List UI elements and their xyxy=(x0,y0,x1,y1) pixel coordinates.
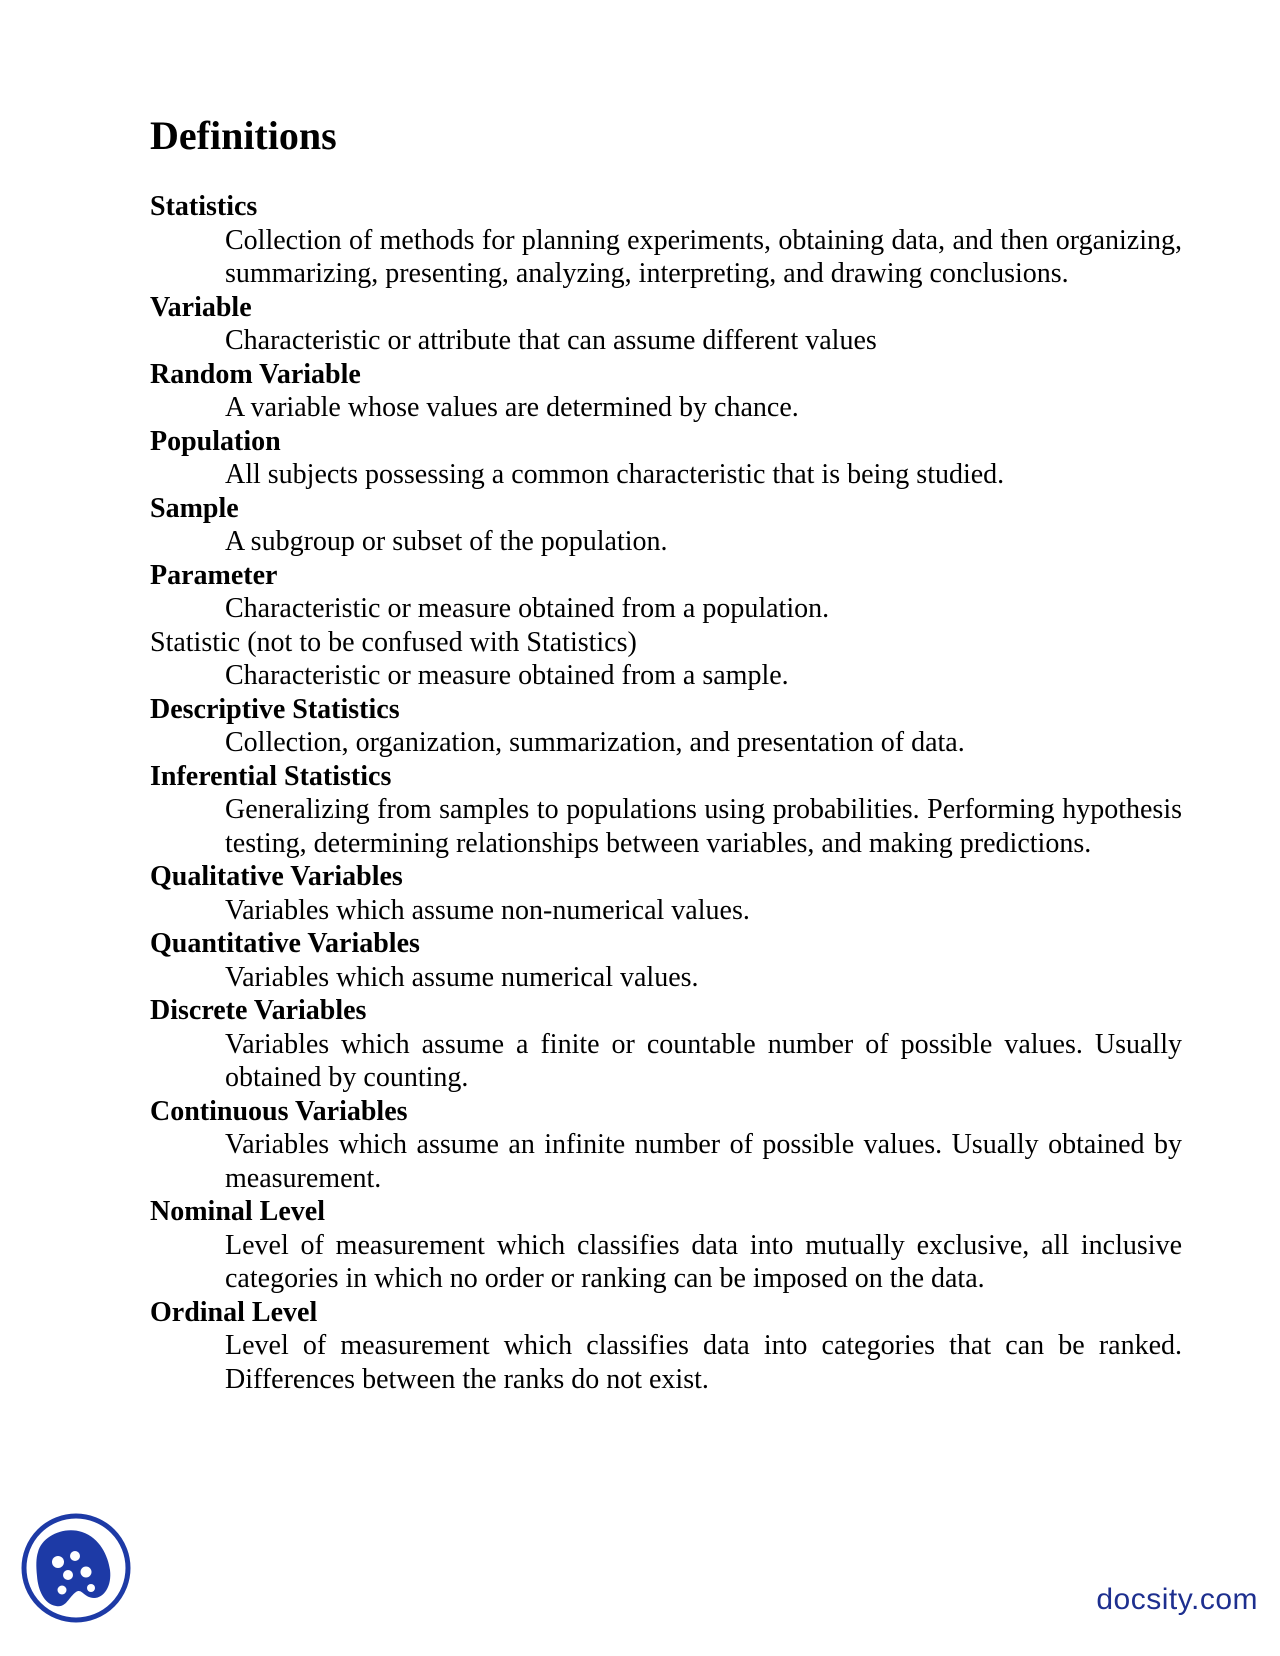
definition-entry-nominal-level xyxy=(150,1195,1182,1296)
definition-entry-quantitative-variables xyxy=(150,927,1182,994)
definition-entry-population xyxy=(150,425,1182,492)
docsity-logo-icon xyxy=(20,1512,132,1624)
term-statistic: Statistic (not to be confused with Statistics) xyxy=(150,626,637,658)
definition-entry-continuous-variables xyxy=(150,1095,1182,1196)
definition-variable: Characteristic or attribute that can assume different values xyxy=(225,325,877,356)
definition-random-variable: A variable whose values are determined by chance. xyxy=(225,392,799,423)
definition-entry-parameter xyxy=(150,559,1182,626)
docsity-logo-svg xyxy=(20,1512,132,1624)
docsity-brand-link[interactable]: docsity.com xyxy=(1096,1583,1258,1616)
definition-continuous-variables: Variables which assume an infinite number of possible values. Usually obtained by measurement. xyxy=(225,1129,1182,1194)
definition-sample: A subgroup or subset of the population. xyxy=(225,526,668,557)
definition-inferential-statistics: Generalizing from samples to populations using probabilities. Performing hypothesis testing, determining relationships between variables, and making predictions. xyxy=(225,794,1182,859)
definition-entry-statistic xyxy=(150,626,1182,693)
definition-parameter: Characteristic or measure obtained from a population. xyxy=(225,593,830,624)
definition-entry-variable xyxy=(150,291,1182,358)
term-continuous-variables: Continuous Variables xyxy=(150,1095,408,1127)
definition-descriptive-statistics: Collection, organization, summarization, and presentation of data. xyxy=(225,727,965,758)
definition-qualitative-variables: Variables which assume non-numerical values. xyxy=(225,894,750,926)
term-ordinal-level: Ordinal Level xyxy=(150,1296,318,1328)
definition-entry-qualitative-variables xyxy=(150,860,1182,927)
definition-nominal-level: Level of measurement which classifies data into mutually exclusive, all inclusive categories in which no order or ranking can be imposed on the data. xyxy=(225,1229,1182,1294)
term-random-variable: Random Variable xyxy=(150,358,361,390)
definition-entry-inferential-statistics xyxy=(150,760,1182,861)
page-title: Definitions xyxy=(150,113,337,158)
document-page xyxy=(150,112,1182,1396)
term-statistics: Statistics xyxy=(150,191,258,222)
term-quantitative-variables: Quantitative Variables xyxy=(150,928,420,959)
definition-population: All subjects possessing a common characteristic that is being studied. xyxy=(225,459,1005,490)
term-population: Population xyxy=(150,425,281,457)
definition-entry-descriptive-statistics xyxy=(150,693,1182,760)
definition-entry-discrete-variables xyxy=(150,994,1182,1095)
definition-ordinal-level: Level of measurement which classifies data into categories that can be ranked. Differences between the ranks do not exist. xyxy=(225,1330,1182,1395)
term-variable: Variable xyxy=(150,291,252,323)
definition-quantitative-variables: Variables which assume numerical values. xyxy=(225,961,699,993)
definition-discrete-variables: Variables which assume a finite or countable number of possible values. Usually obtained by counting. xyxy=(225,1028,1182,1093)
definition-entry-random-variable xyxy=(150,358,1182,425)
term-descriptive-statistics: Descriptive Statistics xyxy=(150,693,400,725)
term-discrete-variables: Discrete Variables xyxy=(150,995,367,1026)
definition-statistic: Characteristic or measure obtained from a sample. xyxy=(225,660,789,691)
term-nominal-level: Nominal Level xyxy=(150,1196,325,1227)
definition-entry-sample xyxy=(150,492,1182,559)
definition-statistics: Collection of methods for planning experiments, obtaining data, and then organizing, summarizing, presenting, analyzing, interpreting, and drawing conclusions. xyxy=(225,224,1182,289)
definition-entry-ordinal-level xyxy=(150,1296,1182,1397)
term-parameter: Parameter xyxy=(150,559,278,591)
term-sample: Sample xyxy=(150,492,239,524)
term-qualitative-variables: Qualitative Variables xyxy=(150,861,403,892)
definition-entry-statistics xyxy=(150,190,1182,291)
term-inferential-statistics: Inferential Statistics xyxy=(150,760,392,792)
